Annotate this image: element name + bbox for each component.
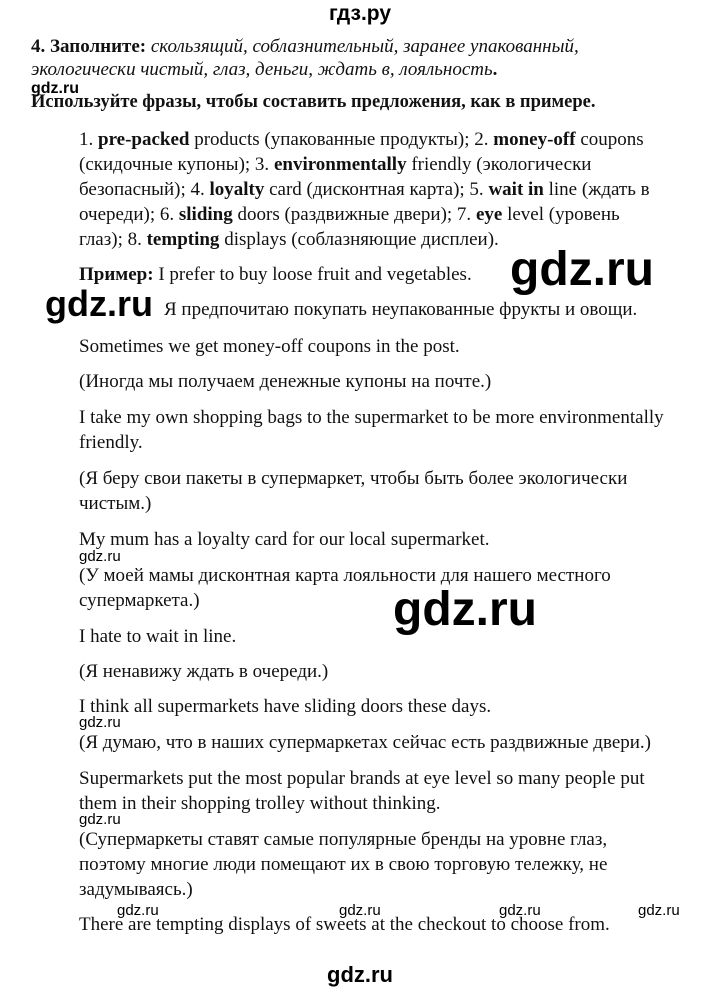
watermark-small: gdz.ru (79, 811, 121, 828)
answer-line-5: глаз); 8. tempting displays (соблазняющие дисплеи). (79, 229, 499, 250)
sentence-6-en-line1: Supermarkets put the most popular brands at eye level so many people put (79, 768, 645, 789)
task-end: . (492, 59, 498, 80)
sentence-3-en: My mum has a loyalty card for our local supermarket. (79, 529, 490, 550)
example-ru: Я предпочитаю покупать неупакованные фрукты и овощи. (164, 299, 638, 320)
watermark-small: gdz.ru (499, 902, 541, 919)
footer-watermark: gdz.ru (327, 962, 393, 987)
watermark-small: gdz.ru (117, 902, 159, 919)
task-label: Заполните: (50, 36, 147, 57)
watermark-small: gdz.ru (79, 548, 121, 565)
watermark-large: gdz.ru (510, 243, 654, 296)
sentence-3-ru-line1: (У моей мамы дисконтная карта лояльности для нашего местного (79, 565, 611, 586)
watermark-large: gdz.ru (393, 583, 537, 636)
example-label: Пример: (79, 264, 154, 285)
task-heading-line1 (31, 34, 579, 59)
answer-line-3: безопасный); 4. loyalty card (дисконтная карта); 5. wait in line (ждать в (79, 179, 650, 200)
sentence-6-ru-line2: поэтому многие люди помещают их в свою торговую тележку, не (79, 854, 608, 875)
sentence-1-ru: (Иногда мы получаем денежные купоны на почте.) (79, 371, 492, 392)
sentence-2-en-line2: friendly. (79, 432, 143, 453)
instruction: Используйте фразы, чтобы составить предложения, как в примере. (31, 92, 596, 112)
watermark-medium: gdz.ru (45, 283, 153, 324)
sentence-4-en: I hate to wait in line. (79, 626, 237, 647)
watermark-small: gdz.ru (339, 902, 381, 919)
sentence-2-ru-line2: чистым.) (79, 493, 152, 514)
sentence-6-en-line2: them in their shopping trolley without thinking. (79, 793, 441, 814)
task-number: 4. (31, 36, 46, 57)
answer-line-2: (скидочные купоны); 3. environmentally friendly (экологически (79, 154, 592, 175)
example-en: Пример: I prefer to buy loose fruit and vegetables. (79, 264, 472, 285)
site-title: гдз.ру (328, 2, 392, 25)
sentence-2-en-line1: I take my own shopping bags to the supermarket to be more environmentally (79, 407, 664, 428)
sentence-5-ru: (Я думаю, что в наших супермаркетах сейчас есть раздвижные двери.) (79, 732, 651, 753)
sentence-1-en: Sometimes we get money-off coupons in the post. (79, 336, 460, 357)
sentence-2-ru-line1: (Я беру свои пакеты в супермаркет, чтобы быть более экологически (79, 468, 628, 489)
watermark-small: gdz.ru (79, 714, 121, 731)
task-words-2: экологически чистый, глаз, деньги, ждать в, лояльность (31, 59, 493, 80)
task-words-1: скользящий, соблазнительный, заранее упакованный, (150, 36, 579, 57)
sentence-5-en: I think all supermarkets have sliding doors these days. (79, 696, 492, 717)
sentence-7-en: There are tempting displays of sweets at the checkout to choose from. (79, 914, 610, 935)
answer-line-4: очереди); 6. sliding doors (раздвижные двери); 7. eye level (уровень (79, 204, 620, 225)
watermark-small: gdz.ru (31, 80, 79, 97)
sentence-6-ru-line1: (Супермаркеты ставят самые популярные бренды на уровне глаз, (79, 829, 608, 850)
task-heading-line2 (31, 57, 497, 82)
answer-line-1: 1. pre-packed products (упакованные продукты); 2. money-off coupons (79, 129, 644, 150)
sentence-4-ru: (Я ненавижу ждать в очереди.) (79, 661, 329, 682)
watermark-small: gdz.ru (638, 902, 680, 919)
sentence-3-ru-line2: супермаркета.) (79, 590, 200, 611)
sentence-6-ru-line3: задумываясь.) (79, 879, 193, 900)
